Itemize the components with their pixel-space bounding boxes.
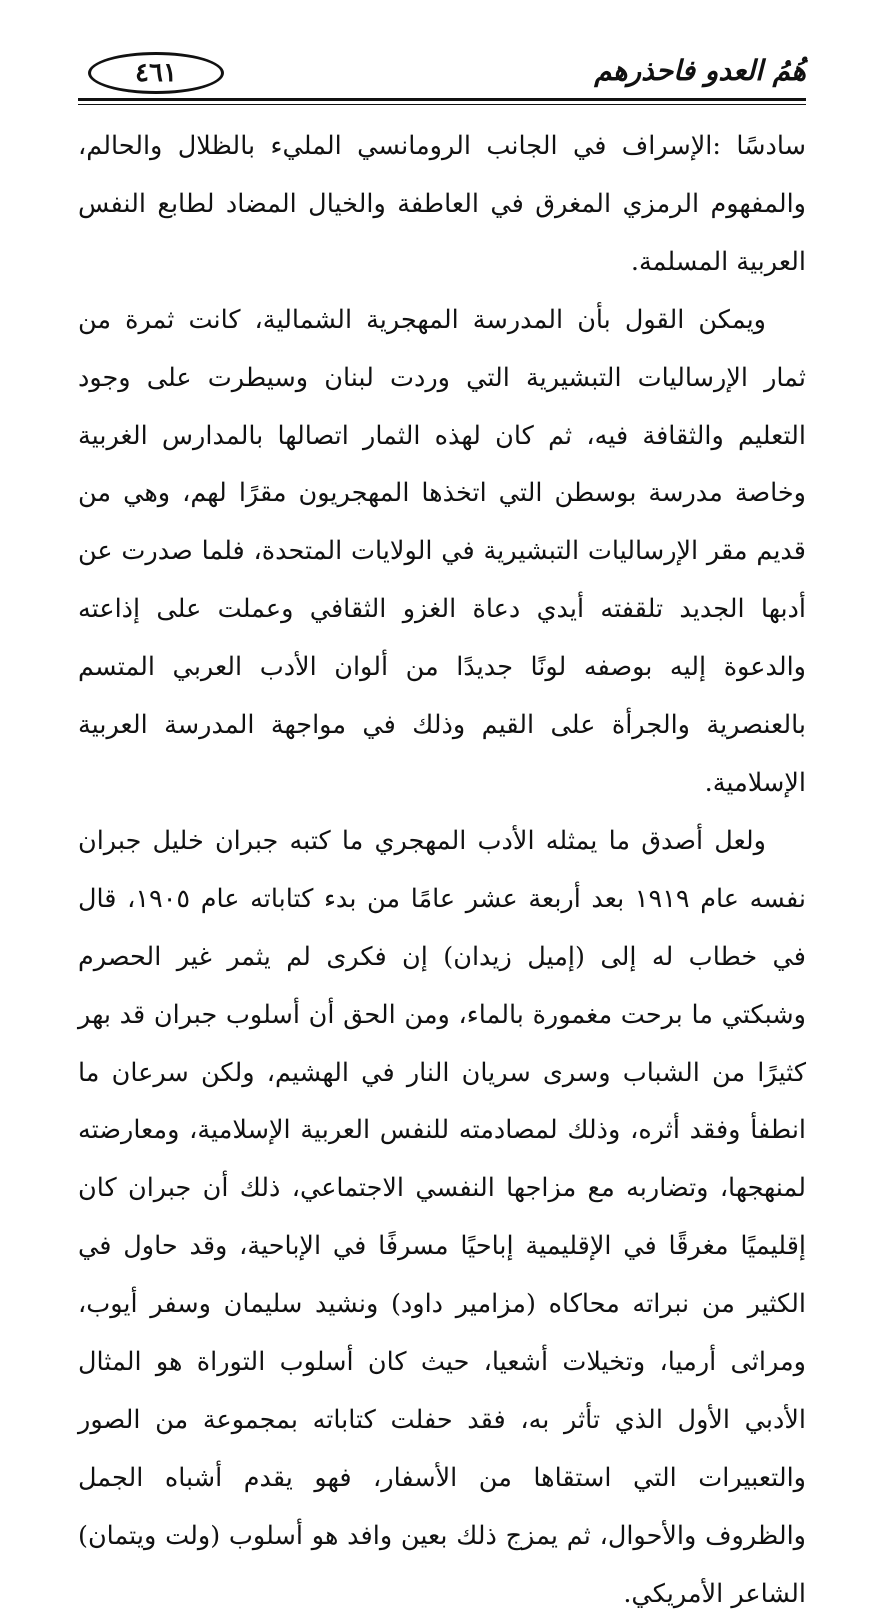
paragraph: سادسًا :الإسراف في الجانب الرومانسي المليء بالظلال والحالم، والمفهوم الرمزي المغرق في العاطفة والخيال المضاد لطابع النفس العربية المسلمة.: [78, 131, 806, 277]
paragraph: ولعل أصدق ما يمثله الأدب المهجري ما كتبه جبران خليل جبران نفسه عام ١٩١٩ بعد أربعة عشر عامًا من بدء كتاباته عام ١٩٠٥، قال في خطاب له إلى (إميل زيدان) إن فكرى لم يثمر غير الحصرم وشبكتي ما برحت مغمورة بالماء، ومن الحق أن أسلوب جبران قد بهر كثيرًا من الشباب وسرى سريان النار في الهشيم، ولكن سرعان ما انطفأ وفقد أثره، وذلك لمصادمته للنفس العربية الإسلامية، ومعارضته لمنهجها، وتضاربه مع مزاجها النفسي الاجتماعي، ذلك أن جبران كان إقليميًا مغرقًا في الإقليمية إباحيًا مسرفًا في الإباحية، وقد حاول في الكثير من نبراته محاكاه (مزامير داود) ونشيد سليمان وسفر أيوب، ومراثى أرميا، وتخيلات أشعيا، حيث كان أسلوب التوراة هو المثال الأدبي الأول الذي تأثر به، فقد حفلت كتاباته بمجموعة من الصور والتعبيرات التي استقاها من الأسفار، فهو يقدم أشباه الجمل والظروف والأحوال، ثم يمزج ذلك بعين وافد هو أسلوب (ولت ويتمان) الشاعر الأمريكي.: [78, 825, 806, 1609]
body-text: [78, 118, 806, 1624]
running-title: هُمُ العدو فاحذرهم: [594, 54, 806, 87]
header-rule: [78, 98, 806, 101]
page-header: [78, 50, 806, 102]
header-rule-thin: [78, 104, 806, 105]
page-number: ٤٦١: [88, 52, 224, 94]
paragraph: ويمكن القول بأن المدرسة المهجرية الشمالية، كانت ثمرة من ثمار الإرساليات التبشيرية التي وردت لبنان وسيطرت على وجود التعليم والثقافة فيه، ثم كان لهذه الثمار اتصالها بالمدارس الغربية وخاصة مدرسة بوسطن التي اتخذها المهجريون مقرًا لهم، وهي من قديم مقر الإرساليات التبشيرية في الولايات المتحدة، فلما صدرت عن أدبها الجديد تلقفته أيدي دعاة الغزو الثقافي وعملت على إذاعته والدعوة إليه بوصفه لونًا جديدًا من ألوان الأدب العربي المتسم بالعنصرية والجرأة على القيم وذلك في مواجهة المدرسة العربية الإسلامية.: [78, 304, 806, 798]
